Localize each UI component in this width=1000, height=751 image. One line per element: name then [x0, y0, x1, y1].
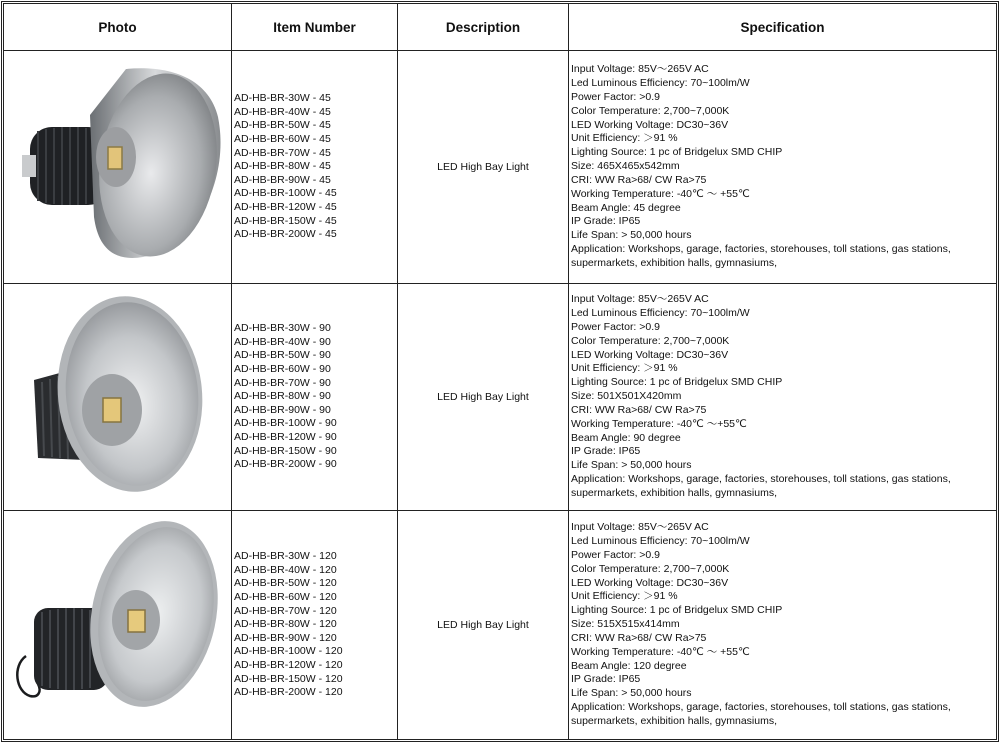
- spec-line: Working Temperature: -40℃ ～ +55℃: [571, 645, 750, 658]
- item-number: AD-HB-BR-200W - 120: [234, 686, 343, 699]
- item-number: AD-HB-BR-80W - 120: [234, 618, 337, 631]
- item-number: AD-HB-BR-100W - 120: [234, 645, 343, 658]
- item-number: AD-HB-BR-90W - 90: [234, 403, 331, 416]
- item-number: AD-HB-BR-100W - 90: [234, 417, 337, 430]
- spec-line: Power Factor: >0.9: [571, 320, 660, 333]
- item-number: AD-HB-BR-120W - 45: [234, 200, 337, 213]
- table-row: [4, 284, 997, 511]
- spec-line: Application: Workshops, garage, factories, storehouses, toll stations, gas stations,: [571, 243, 951, 256]
- table-row: [4, 511, 997, 740]
- item-number: AD-HB-BR-60W - 120: [234, 591, 337, 604]
- item-number: AD-HB-BR-40W - 90: [234, 335, 331, 348]
- item-number: AD-HB-BR-50W - 90: [234, 349, 331, 362]
- item-number: AD-HB-BR-200W - 45: [234, 228, 337, 241]
- spec-line: Application: Workshops, garage, factories, storehouses, toll stations, gas stations,: [571, 701, 951, 714]
- spec-line: Color Temperature: 2,700~7,000K: [571, 104, 730, 117]
- spec-line: LED Working Voltage: DC30~36V: [571, 118, 729, 131]
- spec-line: Size: 515X515x414mm: [571, 618, 680, 631]
- table-row: [4, 51, 997, 284]
- spec-line: Life Span: > 50,000 hours: [571, 687, 692, 700]
- spec-line: Unit Efficiency: ＞91 %: [571, 590, 678, 603]
- specification-cell: [569, 51, 997, 284]
- spec-line: Application: Workshops, garage, factories, storehouses, toll stations, gas stations,: [571, 473, 951, 486]
- spec-line: Beam Angle: 120 degree: [571, 659, 687, 672]
- spec-line: Size: 465X465x542mm: [571, 160, 680, 173]
- item-number-cell: [232, 284, 398, 511]
- item-number: AD-HB-BR-80W - 45: [234, 160, 331, 173]
- header-description: Description: [398, 4, 569, 51]
- spec-line: IP Grade: IP65: [571, 215, 641, 228]
- header-specification: Specification: [569, 4, 997, 51]
- spec-line: Led Luminous Efficiency: 70~100lm/W: [571, 77, 750, 90]
- specification-cell: [569, 511, 997, 740]
- item-number: AD-HB-BR-120W - 90: [234, 430, 337, 443]
- spec-line: Working Temperature: -40℃ ～ +55℃: [571, 187, 750, 200]
- high-bay-light-45-image: [8, 57, 228, 277]
- spec-line: Input Voltage: 85V～265V AC: [571, 293, 709, 306]
- item-number: AD-HB-BR-60W - 90: [234, 363, 331, 376]
- spec-line: Beam Angle: 90 degree: [571, 431, 681, 444]
- item-number: AD-HB-BR-70W - 120: [234, 604, 337, 617]
- item-number: AD-HB-BR-120W - 120: [234, 658, 343, 671]
- spec-line: Lighting Source: 1 pc of Bridgelux SMD CHIP: [571, 146, 783, 159]
- item-number: AD-HB-BR-150W - 90: [234, 444, 337, 457]
- item-number-cell: [232, 51, 398, 284]
- spec-line: Color Temperature: 2,700~7,000K: [571, 562, 730, 575]
- spec-line: Input Voltage: 85V～265V AC: [571, 63, 709, 76]
- spec-line: Power Factor: >0.9: [571, 548, 660, 561]
- item-number: AD-HB-BR-150W - 45: [234, 214, 337, 227]
- spec-line: Color Temperature: 2,700~7,000K: [571, 334, 730, 347]
- description-cell: [398, 51, 569, 284]
- description-cell: [398, 284, 569, 511]
- specification-cell: [569, 284, 997, 511]
- photo-cell: [4, 284, 232, 511]
- spec-line: Life Span: > 50,000 hours: [571, 459, 692, 472]
- item-number: AD-HB-BR-150W - 120: [234, 672, 343, 685]
- item-number: AD-HB-BR-80W - 90: [234, 390, 331, 403]
- spec-line: CRI: WW Ra>68/ CW Ra>75: [571, 403, 707, 416]
- spec-line: Beam Angle: 45 degree: [571, 201, 681, 214]
- item-number: AD-HB-BR-70W - 90: [234, 376, 331, 389]
- header-photo: Photo: [4, 4, 232, 51]
- item-number: AD-HB-BR-200W - 90: [234, 458, 337, 471]
- item-number: AD-HB-BR-30W - 90: [234, 322, 331, 335]
- photo-cell: [4, 51, 232, 284]
- spec-line: Unit Efficiency: ＞91 %: [571, 362, 678, 375]
- description-text: LED High Bay Light: [437, 619, 529, 631]
- description-cell: [398, 511, 569, 740]
- spec-line: supermarkets, exhibition halls, gymnasiums,: [571, 714, 778, 727]
- item-number: AD-HB-BR-70W - 45: [234, 146, 331, 159]
- item-number: AD-HB-BR-30W - 120: [234, 550, 337, 563]
- spec-line: Size: 501X501X420mm: [571, 390, 682, 403]
- spec-line: supermarkets, exhibition halls, gymnasiums,: [571, 486, 778, 499]
- description-text: LED High Bay Light: [437, 161, 529, 173]
- photo-cell: [4, 511, 232, 740]
- spec-line: Unit Efficiency: ＞91 %: [571, 132, 678, 145]
- spec-line: Lighting Source: 1 pc of Bridgelux SMD CHIP: [571, 376, 783, 389]
- spec-line: Input Voltage: 85V～265V AC: [571, 521, 709, 534]
- spec-line: CRI: WW Ra>68/ CW Ra>75: [571, 173, 707, 186]
- spec-line: Life Span: > 50,000 hours: [571, 229, 692, 242]
- spec-line: IP Grade: IP65: [571, 673, 641, 686]
- spec-line: Led Luminous Efficiency: 70~100lm/W: [571, 307, 750, 320]
- item-number: AD-HB-BR-50W - 45: [234, 119, 331, 132]
- spec-line: Led Luminous Efficiency: 70~100lm/W: [571, 535, 750, 548]
- item-number: AD-HB-BR-90W - 120: [234, 631, 337, 644]
- item-number: AD-HB-BR-50W - 120: [234, 577, 337, 590]
- header-row: [4, 4, 997, 51]
- item-number-cell: [232, 511, 398, 740]
- header-item-number: Item Number: [232, 4, 398, 51]
- item-number: AD-HB-BR-90W - 45: [234, 173, 331, 186]
- spec-line: LED Working Voltage: DC30~36V: [571, 348, 729, 361]
- high-bay-light-120-image: [8, 516, 228, 734]
- item-number: AD-HB-BR-40W - 120: [234, 563, 337, 576]
- spec-line: Working Temperature: -40℃ ～+55℃: [571, 417, 747, 430]
- spec-line: IP Grade: IP65: [571, 445, 641, 458]
- item-number: AD-HB-BR-100W - 45: [234, 187, 337, 200]
- spec-line: CRI: WW Ra>68/ CW Ra>75: [571, 631, 707, 644]
- item-number: AD-HB-BR-30W - 45: [234, 92, 331, 105]
- description-text: LED High Bay Light: [437, 391, 529, 403]
- spec-line: supermarkets, exhibition halls, gymnasiums,: [571, 256, 778, 269]
- spec-line: Lighting Source: 1 pc of Bridgelux SMD CHIP: [571, 604, 783, 617]
- item-number: AD-HB-BR-40W - 45: [234, 105, 331, 118]
- item-number: AD-HB-BR-60W - 45: [234, 133, 331, 146]
- high-bay-light-90-image: [8, 290, 228, 504]
- spec-line: LED Working Voltage: DC30~36V: [571, 576, 729, 589]
- product-spec-table: [3, 3, 997, 740]
- spec-line: Power Factor: >0.9: [571, 90, 660, 103]
